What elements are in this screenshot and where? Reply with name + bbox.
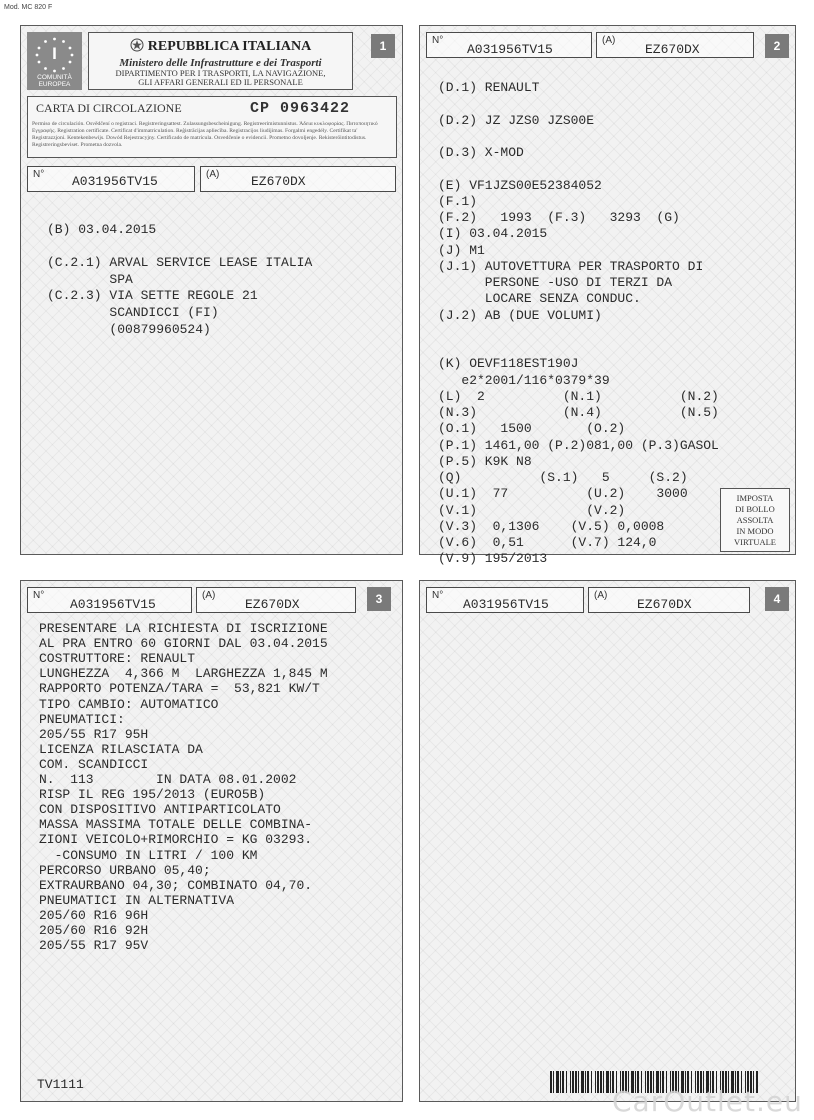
document-title: CARTA DI CIRCOLAZIONE bbox=[36, 101, 182, 115]
field-line: PNEUMATICI: bbox=[39, 711, 125, 727]
n-label: N° bbox=[432, 590, 444, 601]
field-line: (V.6) 0,51 (V.7) 124,0 bbox=[438, 535, 657, 550]
field-line: TIPO CAMBIO: AUTOMATICO bbox=[39, 696, 219, 712]
field-line: e2*2001/116*0379*39 bbox=[438, 372, 610, 388]
field-line: 205/55 R17 95H bbox=[39, 726, 149, 742]
plate-number: EZ670DX bbox=[645, 42, 700, 57]
field-line: (P.1) 1461,00 (P.2)081,00 (P.3)GASOL bbox=[438, 437, 719, 453]
field-line: (D.3) X-MOD bbox=[438, 145, 524, 160]
plate-box bbox=[596, 32, 754, 58]
field-line: (I) 03.04.2015 bbox=[438, 226, 548, 242]
field-line: N. 113 IN DATA 08.01.2002 bbox=[39, 772, 297, 787]
field-line: (J.1) AUTOVETTURA PER TRASPORTO DI bbox=[438, 258, 704, 274]
field-line: (P.5) K9K N8 bbox=[438, 453, 532, 469]
plate-number: EZ670DX bbox=[245, 597, 300, 612]
registration-number-box bbox=[426, 587, 584, 613]
country-letter: I bbox=[52, 44, 57, 63]
panel-4 bbox=[419, 580, 796, 1102]
field-line: (O.1) 1500 (O.2) bbox=[438, 421, 626, 437]
panel-2 bbox=[419, 25, 796, 567]
field-line: (00879960524) bbox=[47, 321, 211, 337]
field-line: (F.2) 1993 (F.3) 3293 (G) bbox=[438, 210, 680, 225]
field-line: CON DISPOSITIVO ANTIPARTICOLATO bbox=[39, 802, 281, 818]
field-line: (D.2) JZ JZS0 JZS00E bbox=[438, 112, 595, 128]
field-line: (D.1) RENAULT bbox=[438, 80, 540, 95]
field-line: (J) M1 bbox=[438, 242, 485, 258]
field-line: -CONSUMO IN LITRI / 100 KM bbox=[39, 847, 258, 863]
field-line: (J.2) AB (DUE VOLUMI) bbox=[438, 307, 602, 323]
field-line: (N.3) (N.4) (N.5) bbox=[438, 405, 719, 420]
plate-box bbox=[588, 587, 750, 613]
stamp-duty-box bbox=[720, 488, 790, 552]
field-line: (Q) (S.1) 5 (S.2) bbox=[438, 470, 688, 485]
field-line: SCANDICCI (FI) bbox=[47, 305, 219, 320]
a-label: (A) bbox=[206, 169, 220, 180]
watermark: CarOutlet.eu bbox=[612, 1085, 803, 1118]
field-line: 205/60 R16 96H bbox=[39, 907, 149, 923]
stamp-duty-line: DI BOLLO bbox=[735, 504, 775, 514]
registration-number-box bbox=[27, 587, 192, 613]
panel-1 bbox=[20, 25, 403, 555]
a-label: (A) bbox=[202, 590, 216, 601]
panel-number: 3 bbox=[367, 587, 391, 611]
plate-number: EZ670DX bbox=[251, 174, 306, 189]
a-label: (A) bbox=[594, 590, 608, 601]
registration-number: A031956TV15 bbox=[467, 42, 553, 57]
field-line: LICENZA RILASCIATA DA bbox=[39, 741, 203, 757]
department-line-1: DIPARTIMENTO PER I TRASPORTI, LA NAVIGAZIONE, bbox=[115, 68, 326, 78]
n-label: N° bbox=[33, 590, 45, 601]
panel-number: 2 bbox=[765, 34, 789, 58]
field-line: AL PRA ENTRO 60 GIORNI DAL 03.04.2015 bbox=[39, 636, 328, 652]
plate-number: EZ670DX bbox=[637, 597, 692, 612]
panel-number: 1 bbox=[371, 34, 395, 58]
model-code: Mod. MC 820 F bbox=[4, 4, 53, 11]
registration-number-box bbox=[426, 32, 592, 58]
field-line: (F.1) bbox=[438, 193, 478, 209]
field-line: RAPPORTO POTENZA/TARA = 53,821 KW/T bbox=[39, 681, 320, 697]
panel-number: 4 bbox=[765, 587, 789, 611]
registration-number-box bbox=[27, 166, 195, 192]
issuer-header bbox=[88, 32, 353, 90]
eu-caption: COMUNITÀ EUROPEA bbox=[37, 74, 72, 88]
field-line: (L) 2 (N.1) (N.2) bbox=[438, 388, 719, 404]
field-line: (E) VF1JZS00E52384052 bbox=[438, 177, 602, 193]
stamp-duty-line: IN MODO bbox=[736, 526, 774, 536]
n-label: N° bbox=[33, 169, 45, 180]
n-label: N° bbox=[432, 35, 444, 46]
field-line: COSTRUTTORE: RENAULT bbox=[39, 651, 196, 667]
plate-box bbox=[200, 166, 396, 192]
a-label: (A) bbox=[602, 35, 616, 46]
field-line: LOCARE SENZA CONDUC. bbox=[438, 291, 641, 307]
field-line: (U.1) 77 (U.2) 3000 bbox=[438, 486, 688, 502]
field-line: (K) OEVF118EST190J bbox=[438, 356, 579, 372]
stamp-duty-line: VIRTUALE bbox=[734, 537, 776, 547]
field-line: LUNGHEZZA 4,366 M LARGHEZZA 1,845 M bbox=[39, 666, 328, 682]
field-line: (B) 03.04.2015 bbox=[47, 222, 157, 237]
registration-number: A031956TV15 bbox=[70, 597, 156, 612]
field-line: (V.3) 0,1306 (V.5) 0,0008 bbox=[438, 518, 665, 534]
field-line: (C.2.1) ARVAL SERVICE LEASE ITALIA bbox=[47, 255, 313, 271]
republic-title: REPUBBLICA ITALIANA bbox=[147, 39, 312, 54]
department-line-2: GLI AFFARI GENERALI ED IL PERSONALE bbox=[138, 77, 303, 87]
field-line: 205/55 R17 95V bbox=[39, 938, 149, 954]
field-line: PERCORSO URBANO 05,40; bbox=[39, 862, 211, 878]
document-number: CP 0963422 bbox=[250, 100, 351, 117]
field-line: PERSONE -USO DI TERZI DA bbox=[438, 275, 673, 290]
field-line: EXTRAURBANO 04,30; COMBINATO 04,70. bbox=[39, 877, 313, 893]
field-line: (V.9) 195/2013 bbox=[438, 551, 548, 567]
ministry-name: Ministero delle Infrastrutture e dei Trasporti bbox=[119, 57, 322, 69]
office-code: TV1111 bbox=[37, 1077, 84, 1092]
field-line: PRESENTARE LA RICHIESTA DI ISCRIZIONE bbox=[39, 621, 328, 636]
field-line: (V.1) (V.2) bbox=[438, 502, 626, 518]
stamp-duty-line: ASSOLTA bbox=[736, 515, 774, 525]
multilingual-title: Permiso de circulación. Osvědčení o registraci. Registreringsattest. Zulassungsbescheinigung. Registreerimistunnistus. Άδεια κυκλοφορίας. Πиτοποιητικό Εγγραφής. Registration certificate. Certificat d'immatriculation. Reģistrācijas apliecība. Registracijos liudijimas. Forgalmi engedély. Certifikat ta' Registrazzjoni. Kentekenbewijs. Dowód Rejestracyjny. Certificado de matrícula. Osvedčenie o evidencii. Prometno dovoljenje. Rekisteröintitodistus. Registreringsbeviset. Prometna dozvola. bbox=[32, 121, 378, 148]
field-line: ZIONI VEICOLO+RIMORCHIO = KG 03293. bbox=[39, 832, 313, 848]
field-line: 205/60 R16 92H bbox=[39, 923, 149, 938]
field-line: PNEUMATICI IN ALTERNATIVA bbox=[39, 892, 235, 908]
field-line: COM. SCANDICCI bbox=[39, 756, 149, 772]
plate-box bbox=[196, 587, 356, 613]
document-title-box bbox=[27, 96, 397, 158]
field-line: RISP IL REG 195/2013 (EURO5B) bbox=[39, 787, 266, 803]
field-line: SPA bbox=[47, 271, 133, 287]
registration-number: A031956TV15 bbox=[72, 174, 158, 189]
registration-number: A031956TV15 bbox=[463, 597, 549, 612]
eu-flag bbox=[27, 32, 82, 90]
italy-emblem-icon bbox=[130, 38, 144, 52]
field-line: (C.2.3) VIA SETTE REGOLE 21 bbox=[47, 288, 258, 304]
stamp-duty-line: IMPOSTA bbox=[736, 493, 774, 503]
field-line: MASSA MASSIMA TOTALE DELLE COMBINA- bbox=[39, 817, 313, 833]
panel-3 bbox=[20, 580, 403, 1102]
